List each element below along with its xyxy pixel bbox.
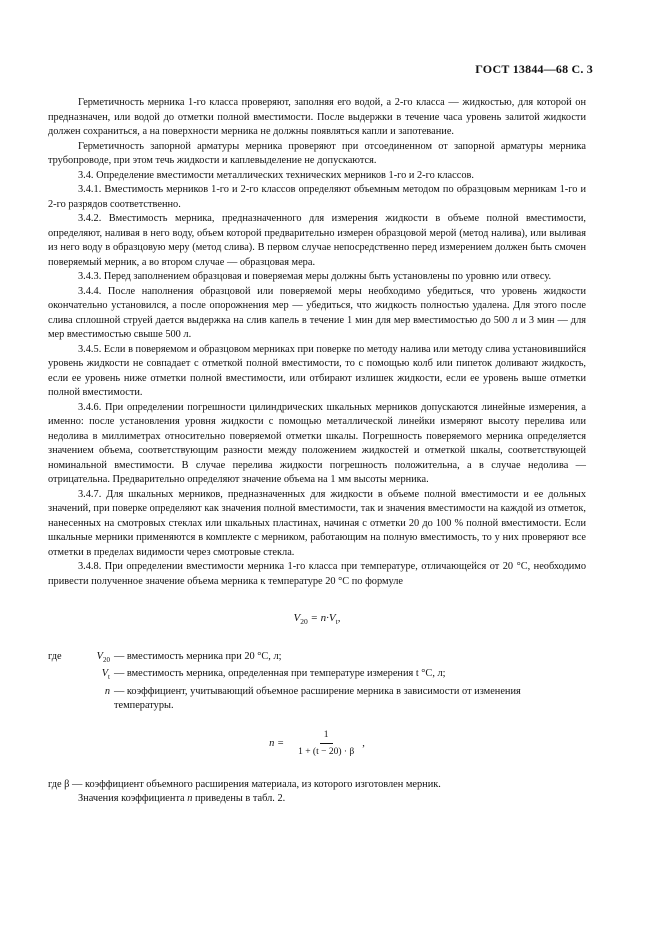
formula-v20-rhs: = n·V: [310, 612, 336, 624]
definition-text: — вместимость мерника при 20 °С, л;: [114, 650, 282, 662]
paragraph-3-4-2: 3.4.2. Вместимость мерника, предназначенного для измерения жидкости в объеме полной вместимости, определяют, наливая в него воду, объем которой предварительно измерен образцовой мерой (метод налива), или выливая из него воду в образцовую меру (метод слива). В первом случае непосредственно перед измерением должен быть смочен поверяемый мерник, а во втором случае — образцовая мера.: [48, 213, 586, 268]
formula-n-denominator: 1 + (t − 20) · β: [298, 747, 355, 758]
paragraph-hermeticity-2: Герметичность запорной арматуры мерника проверяют при отсоединенном от запорной арматуры мерника трубопроводе, при этом течь жидкости и каплевыделение не допускаются.: [48, 140, 586, 166]
paragraph-3-4-5: 3.4.5. Если в поверяемом и образцовом мерниках при поверке по методу налива или методу слива установившийся уровень жидкости не совпадает с отметкой полной вместимости, то с помощью колб или пипеток доливают жидкость, если ее уровень ниже отметки полной вместимости, или отбирают излишек жидкости, если ее уровень выше отметки полной вместимости.: [48, 343, 586, 398]
definition-item: [48, 667, 586, 685]
definition-symbol: $V_{20}$: [96, 650, 110, 664]
definitions-lead: где: [48, 650, 62, 662]
formula-v20-rhs-sub: t: [335, 617, 338, 627]
definition-item: [48, 650, 586, 668]
definition-text: — коэффициент, учитывающий объемное расширение мерника в зависимости от изменения: [114, 685, 521, 697]
paragraph-3-4: 3.4. Определение вместимости металлических технических мерников 1-го и 2-го классов.: [78, 169, 474, 181]
paragraph-3-4-4: 3.4.4. После наполнения образцовой или поверяемой меры необходимо убедиться, что уровень жидкости окончательно установился, а после опорожнения мер — убедиться, что жидкость полностью удалена. Для этого после слива сплошной струей дается выдержка на слив капель в течение 1 мин для мер вместимостью до 500 л и 3 мин — для мер вместимостью свыше 500 л.: [48, 285, 586, 340]
paragraph-3-4-3: 3.4.3. Перед заполнением образцовая и поверяемая меры должны быть установлены по уровню или отвесу.: [78, 271, 552, 282]
definition-text: — вместимость мерника, определенная при температуре измерения t °С, л;: [114, 668, 446, 680]
formula-n-fraction: [294, 728, 358, 760]
formula-v20-lhs-sub: 20: [300, 617, 308, 627]
formula-n-lhs: n =: [269, 737, 285, 749]
definition-beta: где β — коэффициент объемного расширения материала, из которого изготовлен мерник.: [48, 778, 441, 790]
formula-v20-tail: ,: [337, 612, 341, 624]
formula-v20-lhs: V: [293, 612, 301, 624]
paragraph-3-4-1: 3.4.1. Вместимость мерников 1-го и 2-го классов определяют объемным методом по образцовым мерникам 1-го и 2-го разрядов соответственно.: [48, 184, 586, 210]
document-body: [48, 96, 586, 807]
definitions-list: [48, 650, 586, 714]
formula-n-numerator: 1: [320, 728, 333, 745]
definition-symbol: $V_t$: [101, 668, 110, 682]
document-tail: [48, 778, 586, 807]
page-header: ГОСТ 13844—68 С. 3: [475, 62, 593, 76]
table-reference: Значения коэффициента n приведены в табл. 2.: [78, 793, 286, 805]
paragraph-hermeticity-1: Герметичность мерника 1-го класса проверяют, заполняя его водой, а 2-го класса — жидкостью, для которой он предназначен, или водой до отметки полной вместимости. После выдержки в течение часа уровень залитой жидкости должен сохраниться, а на поверхности мерника не должны появляться капли и запотевание.: [48, 97, 586, 137]
definition-item: [48, 685, 586, 700]
formula-n: [48, 728, 586, 760]
paragraph-3-4-8: 3.4.8. При определении вместимости мерника 1-го класса при температуре, отличающейся от 20 °С, необходимо привести полученное значение объема мерника к температуре 20 °С по формуле: [48, 561, 586, 587]
paragraph-3-4-7: 3.4.7. Для шкальных мерников, предназначенных для жидкости в объеме полной вместимости и ее дольных значений, при поверке определяют как значения полной вместимости, так и значения вместимости на каждой из отметок, нанесенных на смотровых стеклах или шкальных пластинах, начиная с отметки 20 до 100 % полной вместимости. Если шкальные мерники применяются в комплекте с мерником, работающим на полную вместимость, то у них проверяют все отметки в пределах видимости через смотровые стекла.: [48, 488, 586, 558]
formula-v20: [48, 611, 586, 630]
definition-continuation: температуры.: [114, 700, 174, 712]
paragraph-3-4-6: 3.4.6. При определении погрешности цилиндрических шкальных мерников допускаются линейные измерения, а именно: после установления уровня жидкости с помощью металлической линейки измеряют высоту перелива или недолива в миллиметрах относительно поверяемой отметки шкалы. Погрешность поверяемого мерника определяется значением объема, соответствующим разности между положением жидкостей и отметкой шкалы, соответствующей номинальной вместимости. В случае перелива жидкости погрешность положительна, а в случае недолива — отрицательна. Предварительно определяют значение объема на 1 мм высоты мерника.: [48, 401, 586, 485]
formula-n-tail: ,: [362, 737, 365, 749]
definition-symbol: n: [104, 685, 110, 697]
